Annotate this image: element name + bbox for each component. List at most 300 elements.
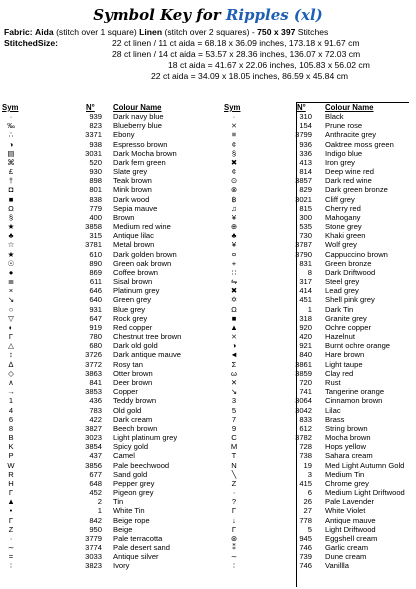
symbol: Γ <box>8 488 14 498</box>
colour-name: Lilac <box>325 405 341 415</box>
colour-number: 1 <box>97 506 102 516</box>
colour-number: 19 <box>303 460 312 470</box>
colour-number: 535 <box>299 222 312 232</box>
colour-number: 414 <box>299 286 312 296</box>
colour-name: Khaki green <box>325 231 366 241</box>
symbol: Γ <box>8 515 14 525</box>
colour-number: 27 <box>303 506 312 516</box>
colour-name: Hare brown <box>325 350 365 360</box>
colour-name: Med Light Autumn Gold <box>325 460 405 470</box>
colour-name: Dark cream <box>113 414 153 424</box>
colour-name: Tin <box>113 497 124 507</box>
symbol: ✕ <box>230 377 238 387</box>
colour-row <box>0 121 210 130</box>
symbol: ★ <box>7 249 15 259</box>
symbol: ¥ <box>231 240 237 250</box>
colour-name: Dark wood <box>113 194 150 204</box>
symbol: ∼ <box>230 552 238 562</box>
colour-name: Cliff grey <box>325 194 355 204</box>
symbol: ● <box>8 267 14 277</box>
symbol: ☉ <box>7 258 15 268</box>
colour-number: 3033 <box>85 552 102 562</box>
colour-number: 823 <box>89 121 102 131</box>
colour-name: Rust <box>325 377 341 387</box>
colour-name: Antique silver <box>113 552 159 562</box>
colour-name: Mocha brown <box>325 433 371 443</box>
colour-row <box>210 369 414 378</box>
colour-row <box>210 525 414 534</box>
colour-name: Antique mauve <box>325 515 376 525</box>
symbol: ⇋ <box>230 277 238 287</box>
colour-name: Hops yellow <box>325 442 366 452</box>
colour-row <box>210 534 414 543</box>
colour-number: 413 <box>299 157 312 167</box>
colour-number: 838 <box>89 194 102 204</box>
colour-name: Teak brown <box>113 176 152 186</box>
colour-row <box>0 112 210 121</box>
colour-number: 945 <box>299 533 312 543</box>
colour-row <box>0 286 210 295</box>
colour-number: 611 <box>89 277 102 287</box>
colour-name: Garlic cream <box>325 543 369 553</box>
colour-row <box>0 461 210 470</box>
fabric-aida-note: (stitch over 1 square) <box>56 27 137 37</box>
symbol: † <box>8 176 14 186</box>
colour-name: Chestnut tree brown <box>113 332 182 342</box>
colour-row <box>210 259 414 268</box>
colour-row <box>210 222 414 231</box>
symbol: ▤ <box>7 148 15 158</box>
colour-number: 778 <box>299 515 312 525</box>
fabric-line <box>4 27 414 38</box>
colour-number: 451 <box>299 295 312 305</box>
colour-number: 422 <box>89 414 102 424</box>
colour-row <box>0 259 210 268</box>
colour-row <box>0 561 210 570</box>
colour-name: Blue grey <box>113 304 146 314</box>
colour-row <box>0 323 210 332</box>
colour-number: 738 <box>299 451 312 461</box>
colour-row <box>0 534 210 543</box>
symbol: ↘ <box>7 295 15 305</box>
colour-number: 680 <box>89 341 102 351</box>
colour-number: 3799 <box>295 130 312 140</box>
colour-name: Teddy brown <box>113 396 157 406</box>
colour-name: Copper <box>113 387 138 397</box>
colour-number: 612 <box>299 423 312 433</box>
colour-number: 938 <box>89 139 102 149</box>
colour-name: Green oak brown <box>113 258 172 268</box>
symbol: ◑ <box>231 341 237 351</box>
symbol: Z <box>231 478 237 488</box>
colour-row <box>210 250 414 259</box>
colour-name: Dark Driftwood <box>325 267 376 277</box>
colour-row <box>0 167 210 176</box>
colour-name: Clay red <box>325 368 354 378</box>
symbol: ‰ <box>7 121 15 131</box>
colour-row <box>210 396 414 405</box>
symbol: H <box>8 478 14 488</box>
colour-number: 3856 <box>85 460 102 470</box>
colour-number: 2 <box>97 497 102 507</box>
colour-row <box>210 406 414 415</box>
colour-row <box>0 506 210 515</box>
symbol: · <box>232 112 236 121</box>
colour-number: 3371 <box>85 130 102 140</box>
symbol: K <box>8 442 14 452</box>
colour-name: Otter brown <box>113 368 153 378</box>
symbol: • <box>9 506 13 516</box>
colour-row <box>0 433 210 442</box>
stitch-count-label: Stitches <box>297 27 329 37</box>
left-colour-list <box>0 112 210 571</box>
colour-number: 3787 <box>295 240 312 250</box>
colour-row <box>0 396 210 405</box>
colour-number: 26 <box>303 497 312 507</box>
colour-row <box>210 543 414 552</box>
colour-number: 300 <box>299 212 312 222</box>
colour-number: 3861 <box>295 359 312 369</box>
colour-name: Indigo blue <box>325 148 363 158</box>
colour-number: 841 <box>89 377 102 387</box>
colour-row <box>0 360 210 369</box>
colour-row <box>210 176 414 185</box>
symbol: W <box>7 460 15 470</box>
symbol: ∧ <box>8 377 14 387</box>
colour-name: Ebony <box>113 130 135 140</box>
colour-row <box>210 516 414 525</box>
colour-name: Dark golden brown <box>113 249 177 259</box>
colour-name: Brass <box>325 414 345 424</box>
colour-row <box>0 442 210 451</box>
colour-name: Light taupe <box>325 359 363 369</box>
colour-number: 420 <box>299 332 312 342</box>
colour-number: 318 <box>299 313 312 323</box>
colour-number: 3779 <box>85 533 102 543</box>
colour-number: 930 <box>89 167 102 177</box>
colour-row <box>0 516 210 525</box>
colour-name: Cherry red <box>325 203 361 213</box>
colour-number: 1 <box>307 304 312 314</box>
colour-number: 3774 <box>85 543 102 553</box>
colour-row <box>210 204 414 213</box>
colour-name: Pale beechwood <box>113 460 170 470</box>
colour-number: 815 <box>299 203 312 213</box>
fabric-linen: Linen <box>139 27 163 37</box>
symbol: · <box>9 112 13 121</box>
colour-name: Deep wine red <box>325 167 374 177</box>
colour-number: 154 <box>299 121 312 131</box>
colour-number: 3823 <box>85 561 102 571</box>
colour-row <box>0 250 210 259</box>
symbol: £ <box>8 167 14 177</box>
colour-number: 814 <box>299 167 312 177</box>
colour-row <box>0 424 210 433</box>
colour-name: Ivory <box>113 561 130 571</box>
colour-row <box>0 525 210 534</box>
colour-number: 400 <box>89 212 102 222</box>
symbol: ∷ <box>231 267 237 277</box>
colour-name: Eggshell cream <box>325 533 378 543</box>
symbol: ♣ <box>8 231 14 241</box>
colour-name: Tangerine orange <box>325 387 385 397</box>
colour-row <box>0 350 210 359</box>
colour-name: Sand gold <box>113 469 148 479</box>
colour-row <box>210 341 414 350</box>
symbol: Z <box>8 524 14 534</box>
symbol: § <box>231 148 237 158</box>
colour-row <box>0 332 210 341</box>
symbol: § <box>8 212 14 222</box>
symbol: 8 <box>8 423 14 433</box>
colour-name: Red copper <box>113 322 153 332</box>
right-name-header: Colour Name <box>325 103 374 112</box>
symbol: ◑ <box>8 139 14 149</box>
colour-row <box>0 277 210 286</box>
colour-name: Vanillla <box>325 561 349 571</box>
colour-name: Burnt ochre orange <box>325 341 391 351</box>
colour-row <box>0 268 210 277</box>
colour-name: Light platinum grey <box>113 433 178 443</box>
colour-row <box>210 470 414 479</box>
symbol: 1 <box>8 396 14 406</box>
colour-row <box>0 341 210 350</box>
colour-number: 647 <box>89 313 102 323</box>
colour-name: Black <box>325 112 344 121</box>
colour-number: 730 <box>299 231 312 241</box>
colour-row <box>0 488 210 497</box>
colour-row <box>0 387 210 396</box>
colour-row <box>210 112 414 121</box>
colour-name: Slate grey <box>113 167 148 177</box>
colour-row <box>210 305 414 314</box>
symbol: 6 <box>8 414 14 424</box>
symbol: = <box>8 552 14 562</box>
colour-row <box>0 295 210 304</box>
colour-number: 939 <box>89 112 102 121</box>
colour-name: Camel <box>113 451 135 461</box>
colour-row <box>0 470 210 479</box>
symbol: Σ <box>231 359 237 369</box>
colour-name: Dune cream <box>325 552 367 562</box>
colour-name: Medium red wine <box>113 222 171 232</box>
symbol: ⁑ <box>232 543 236 553</box>
colour-row <box>0 451 210 460</box>
colour-number: 648 <box>89 478 102 488</box>
colour-number: 840 <box>299 350 312 360</box>
left-no-header: N° <box>86 103 95 112</box>
colour-row <box>0 314 210 323</box>
symbol: ↕ <box>9 350 13 360</box>
colour-number: 3023 <box>85 433 102 443</box>
colour-row <box>210 506 414 515</box>
colour-number: 520 <box>89 157 102 167</box>
colour-number: 3772 <box>85 359 102 369</box>
colour-row <box>0 479 210 488</box>
colour-number: 931 <box>89 304 102 314</box>
symbol: ⨯ <box>230 121 238 131</box>
colour-number: 728 <box>299 442 312 452</box>
symbol: ♣ <box>231 231 237 241</box>
colour-number: 3781 <box>85 240 102 250</box>
stitched-size-22ct: 22 ct linen / 11 ct aida = 68.18 x 36.09 inches, 173.18 x 91.67 cm <box>112 38 360 48</box>
symbol: Γ <box>231 506 237 516</box>
colour-name: Espresso brown <box>113 139 168 149</box>
colour-number: 3042 <box>295 405 312 415</box>
symbol: ◄ <box>230 350 238 360</box>
colour-row <box>210 286 414 295</box>
colour-name: Dark old gold <box>113 341 158 351</box>
colour-row <box>0 185 210 194</box>
colour-row <box>0 369 210 378</box>
colour-row <box>210 424 414 433</box>
symbol: ∼ <box>7 543 15 553</box>
symbol: ¢ <box>231 167 237 177</box>
colour-name: Shell pink grey <box>325 295 375 305</box>
colour-row <box>210 277 414 286</box>
colour-number: 783 <box>89 405 102 415</box>
symbol: ¤ <box>231 249 237 259</box>
colour-name: Sahara cream <box>325 451 373 461</box>
symbol: 9 <box>231 423 237 433</box>
symbol: 4 <box>8 405 14 415</box>
colour-number: 336 <box>299 148 312 158</box>
colour-number: 746 <box>299 561 312 571</box>
colour-number: 920 <box>299 322 312 332</box>
right-colour-list <box>210 112 414 571</box>
colour-name: Steel grey <box>325 277 360 287</box>
colour-row <box>210 387 414 396</box>
colour-name: Dark antique mauve <box>113 350 181 360</box>
colour-number: 890 <box>89 258 102 268</box>
left-sym-header: Sym <box>2 103 19 112</box>
colour-row <box>210 268 414 277</box>
colour-row <box>0 415 210 424</box>
symbol: N <box>231 460 237 470</box>
colour-row <box>210 323 414 332</box>
colour-name: Wolf grey <box>325 240 357 250</box>
colour-row <box>210 332 414 341</box>
symbol: 3 <box>231 396 237 406</box>
stitched-size-18ct: 18 ct aida = 41.67 x 22.06 inches, 105.83 x 56.02 cm <box>168 60 370 70</box>
colour-number: 950 <box>89 524 102 534</box>
symbol: 7 <box>231 414 237 424</box>
symbol: ฿ <box>231 194 237 204</box>
fabric-label: Fabric: <box>4 27 33 37</box>
symbol: + <box>231 258 237 268</box>
colour-number: 921 <box>299 341 312 351</box>
colour-name: White Tin <box>113 506 145 516</box>
colour-number: 3064 <box>295 396 312 406</box>
colour-name: Blueberry blue <box>113 121 162 131</box>
colour-number: 801 <box>89 185 102 195</box>
colour-name: Platinum grey <box>113 286 160 296</box>
colour-row <box>210 415 414 424</box>
colour-number: 739 <box>299 552 312 562</box>
colour-row <box>0 176 210 185</box>
colour-name: Green bronze <box>325 258 372 268</box>
symbol: ¥ <box>231 212 237 222</box>
colour-name: Pigeon grey <box>113 488 154 498</box>
colour-number: 452 <box>89 488 102 498</box>
colour-number: 640 <box>89 295 102 305</box>
symbol: ✡ <box>230 295 238 305</box>
colour-number: 898 <box>89 176 102 186</box>
symbol: ▲ <box>7 497 15 507</box>
symbol: ? <box>231 497 237 507</box>
colour-name: Mahogany <box>325 212 361 222</box>
symbol: ∆ <box>8 359 14 369</box>
symbol: △ <box>8 341 14 351</box>
colour-name: Sepia mauve <box>113 203 158 213</box>
colour-row <box>210 488 414 497</box>
colour-number: 310 <box>299 112 312 121</box>
colour-name: Beige <box>113 524 133 534</box>
colour-row <box>210 497 414 506</box>
colour-name: Dark fern green <box>113 157 166 167</box>
design-name: Ripples (xl) <box>225 6 323 24</box>
colour-number: 741 <box>299 387 312 397</box>
colour-number: 3863 <box>85 368 102 378</box>
symbol: P <box>8 451 14 461</box>
colour-number: 3782 <box>295 433 312 443</box>
colour-row <box>210 121 414 130</box>
symbol: B <box>8 433 14 443</box>
colour-name: Dark navy blue <box>113 112 164 121</box>
right-no-header: N° <box>297 103 306 112</box>
symbol: M <box>230 442 238 452</box>
colour-number: 3827 <box>85 423 102 433</box>
colour-name: Sisal brown <box>113 277 153 287</box>
colour-name: String brown <box>325 423 368 433</box>
symbol: C <box>231 433 237 443</box>
colour-row <box>210 240 414 249</box>
colour-row <box>0 195 210 204</box>
symbol: ◘ <box>8 185 14 195</box>
fabric-linen-note: (stitch over 2 squares) - <box>164 27 255 37</box>
colour-name: Pale terracotta <box>113 533 163 543</box>
colour-row <box>210 378 414 387</box>
stitched-size-line-1 <box>4 38 414 49</box>
colour-name: Beige rope <box>113 515 150 525</box>
colour-number: 831 <box>299 258 312 268</box>
symbol: ¢ <box>231 139 237 149</box>
colour-number: 415 <box>299 478 312 488</box>
symbol: Γ <box>8 332 14 342</box>
symbol: R <box>8 469 14 479</box>
symbol: ■ <box>231 313 237 323</box>
symbol: ⊙ <box>230 176 238 186</box>
colour-row <box>210 213 414 222</box>
stitch-count: 750 x 397 <box>257 27 296 37</box>
colour-number: 829 <box>299 185 312 195</box>
symbol: ∶ <box>233 561 235 571</box>
colour-row <box>210 561 414 570</box>
colour-name: White Violet <box>325 506 366 516</box>
colour-row <box>210 158 414 167</box>
colour-name: Pepper grey <box>113 478 155 488</box>
colour-row <box>210 433 414 442</box>
colour-name: Coffee brown <box>113 267 159 277</box>
colour-number: 3726 <box>85 350 102 360</box>
colour-row <box>0 204 210 213</box>
colour-name: Ochre copper <box>325 322 372 332</box>
colour-number: 779 <box>89 203 102 213</box>
colour-name: Dark Mocha brown <box>113 148 177 158</box>
colour-name: Cinnamon brown <box>325 396 383 406</box>
symbol: × <box>8 286 14 296</box>
symbol: ∴ <box>8 130 14 140</box>
